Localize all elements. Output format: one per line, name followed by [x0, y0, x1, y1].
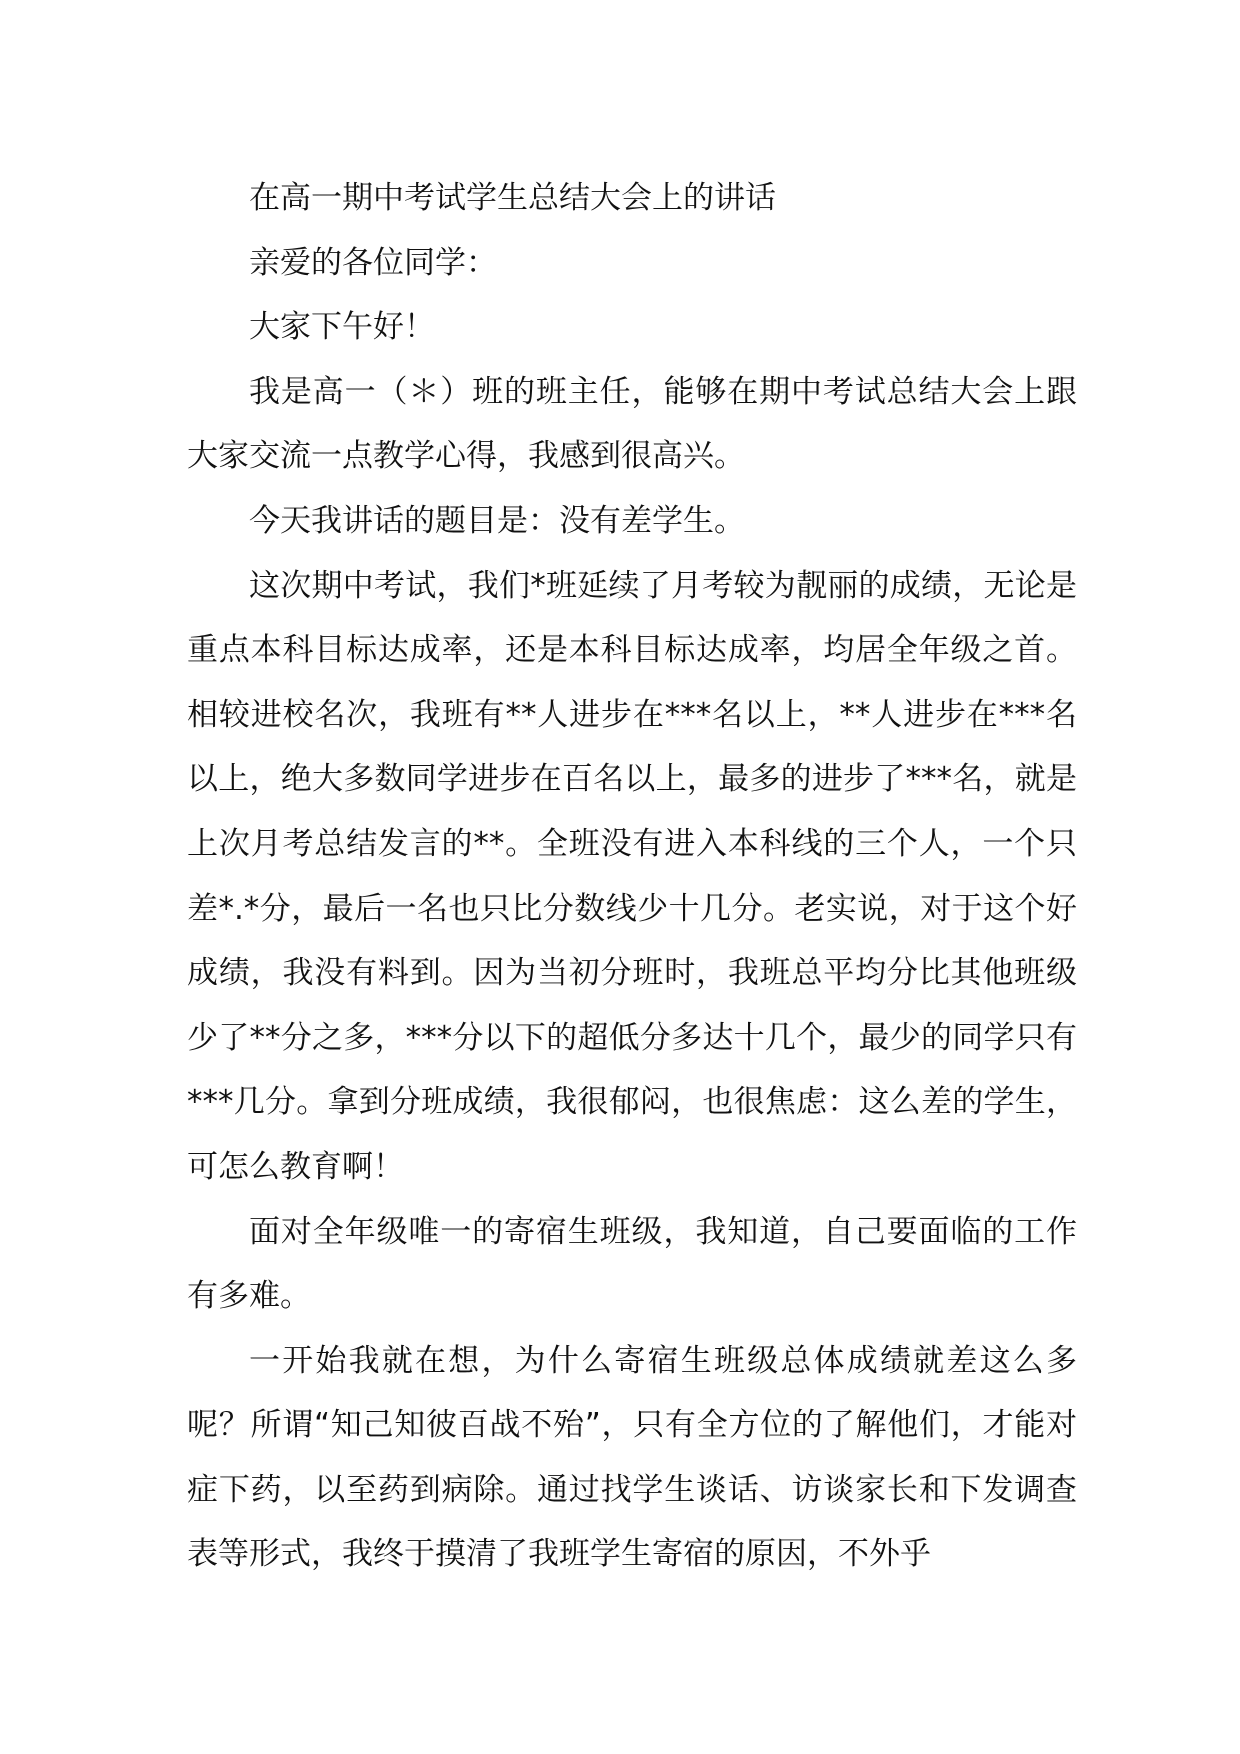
challenge-paragraph: 面对全年级唯一的寄宿生班级，我知道，自己要面临的工作有多难。: [187, 1213, 1077, 1315]
speech-title: 在高一期中考试学生总结大会上的讲话: [249, 180, 776, 216]
salutation-paragraph: 亲爱的各位同学：: [249, 244, 497, 281]
topic-paragraph: 今天我讲话的题目是：没有差学生。: [249, 502, 745, 539]
introduction-paragraph: 我是高一（＊）班的班主任，能够在期中考试总结大会上跟大家交流一点教学心得，我感到很高兴。: [187, 373, 1077, 475]
results-paragraph: 这次期中考试，我们*班延续了月考较为靓丽的成绩，无论是重点本科目标达成率，还是本科目标达成率，均居全年级之首。相较进校名次，我班有**人进步在***名以上，**人进步在***名以上，绝大多数同学进步在百名以上，最多的进步了***名，就是上次月考总结发言的**。全班没有进入本科线的三个人，一个只差*.*分，最后一名也只比分数线少十几分。老实说，对于这个好成绩，我没有料到。因为当初分班时，我班总平均分比其他班级少了**分之多，***分以下的超低分多达十几个，最少的同学只有***几分。拿到分班成绩，我很郁闷，也很焦虑：这么差的学生，可怎么教育啊！: [187, 567, 1077, 1185]
speech-body: [187, 166, 1077, 1587]
greeting-paragraph: 大家下午好！: [249, 309, 435, 346]
analysis-paragraph: 一开始我就在想，为什么寄宿生班级总体成绩就差这么多呢？所谓“知己知彼百战不殆”，只有全方位的了解他们，才能对症下药，以至药到病除。通过找学生谈话、访谈家长和下发调查表等形式，我终于摸清了我班学生寄宿的原因，不外乎: [187, 1342, 1077, 1573]
